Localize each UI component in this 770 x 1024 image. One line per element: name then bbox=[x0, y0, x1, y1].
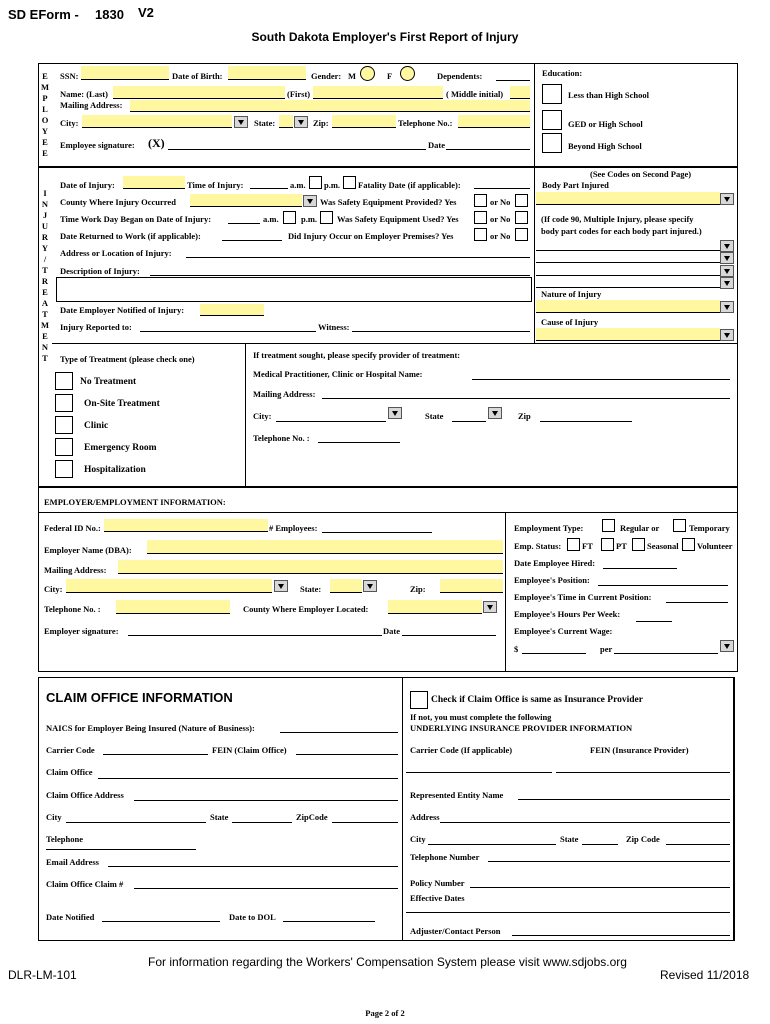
county-label: County Where Injury Occurred bbox=[60, 197, 176, 207]
emp-type-label: Employment Type: bbox=[514, 523, 584, 533]
treatment-zip-field[interactable] bbox=[540, 421, 632, 422]
emp-status-label: Emp. Status: bbox=[514, 541, 562, 551]
injury-pm-checkbox[interactable] bbox=[343, 176, 356, 189]
employer-mailing-label: Mailing Address: bbox=[44, 565, 107, 575]
safety-used-yes-checkbox[interactable] bbox=[474, 211, 487, 224]
injury-side-label: I N J U R Y / T R E A T M E N T bbox=[40, 188, 50, 363]
fein-label: Federal ID No.: bbox=[44, 523, 101, 533]
employer-sign-date-field[interactable] bbox=[402, 635, 496, 636]
last-name-field[interactable] bbox=[113, 86, 285, 99]
claim-email-field[interactable] bbox=[108, 866, 398, 867]
volunteer-checkbox[interactable] bbox=[682, 538, 695, 551]
carrier-code-field[interactable] bbox=[103, 754, 208, 755]
claim-city-field[interactable] bbox=[66, 822, 206, 823]
time-work-label: Time Work Day Began on Date of Injury: bbox=[60, 214, 212, 224]
employer-state-dropdown-icon[interactable] bbox=[363, 580, 377, 592]
dob-label: Date of Birth: bbox=[172, 71, 223, 81]
time-position-field[interactable] bbox=[666, 602, 728, 603]
date-notified-field[interactable] bbox=[102, 921, 220, 922]
location-field[interactable] bbox=[186, 257, 530, 258]
city-dropdown-icon[interactable] bbox=[234, 116, 248, 128]
claim-city-label: City bbox=[46, 812, 62, 822]
claim-number-label: Claim Office Claim # bbox=[46, 879, 124, 889]
time-work-field[interactable] bbox=[228, 223, 260, 224]
location-label: Address or Location of Injury: bbox=[60, 248, 172, 258]
employer-name-field[interactable] bbox=[147, 540, 503, 554]
witness-field[interactable] bbox=[352, 331, 530, 332]
treatment-mailing-label: Mailing Address: bbox=[253, 389, 316, 399]
policy-label: Policy Number bbox=[410, 878, 465, 888]
claim-fein-field[interactable] bbox=[296, 754, 398, 755]
ins-carrier-code-field[interactable] bbox=[406, 772, 552, 773]
page-title: South Dakota Employer's First Report of Injury bbox=[251, 30, 519, 44]
dependents-label: Dependents: bbox=[437, 71, 483, 81]
nature-field[interactable] bbox=[536, 300, 720, 313]
employer-heading: EMPLOYER/EMPLOYMENT INFORMATION: bbox=[44, 497, 226, 507]
ins-address-label: Address bbox=[410, 812, 440, 822]
claim-state-field[interactable] bbox=[232, 822, 292, 823]
city-label: City: bbox=[60, 118, 79, 128]
body-part-3-dropdown-icon[interactable] bbox=[720, 252, 734, 264]
date-notified-label: Date Notified bbox=[46, 912, 95, 922]
dob-field[interactable] bbox=[228, 66, 306, 80]
practitioner-label: Medical Practitioner, Clinic or Hospital Name: bbox=[253, 369, 423, 379]
employer-city-label: City: bbox=[44, 584, 63, 594]
middle-initial-field[interactable] bbox=[510, 86, 530, 99]
employee-signature-label: Employee signature: bbox=[60, 140, 135, 150]
claim-email-label: Email Address bbox=[46, 857, 99, 867]
policy-field[interactable] bbox=[470, 887, 730, 888]
ft-checkbox[interactable] bbox=[567, 538, 580, 551]
form-code: DLR-LM-101 bbox=[8, 968, 77, 982]
treatment-mailing-field[interactable] bbox=[322, 398, 730, 399]
claim-number-field[interactable] bbox=[134, 888, 398, 889]
cause-label: Cause of Injury bbox=[541, 317, 599, 327]
work-pm-checkbox[interactable] bbox=[320, 211, 333, 224]
adjuster-label: Adjuster/Contact Person bbox=[410, 926, 501, 936]
premises-yes-checkbox[interactable] bbox=[474, 228, 487, 241]
ins-zip-field[interactable] bbox=[666, 844, 730, 845]
employer-mailing-field[interactable] bbox=[118, 560, 503, 574]
premises-no-checkbox[interactable] bbox=[515, 228, 528, 241]
treatment-er-checkbox[interactable] bbox=[55, 438, 73, 456]
reported-label: Injury Reported to: bbox=[60, 322, 132, 332]
claim-office-address-field[interactable] bbox=[134, 800, 398, 801]
notified-label: Date Employer Notified of Injury: bbox=[60, 305, 185, 315]
employer-county-field[interactable] bbox=[388, 600, 482, 614]
temporary-checkbox[interactable] bbox=[673, 519, 686, 532]
gender-label: Gender: bbox=[311, 71, 342, 81]
nature-dropdown-icon[interactable] bbox=[720, 301, 734, 313]
body-part-dropdown-icon[interactable] bbox=[720, 193, 734, 205]
position-field[interactable] bbox=[598, 585, 728, 586]
edu-ged-checkbox[interactable] bbox=[542, 110, 562, 130]
county-dropdown-icon[interactable] bbox=[303, 195, 317, 207]
employer-name-label: Employer Name (DBA): bbox=[44, 545, 132, 555]
hours-field[interactable] bbox=[636, 621, 672, 622]
ins-city-label: City bbox=[410, 834, 426, 844]
gender-m-radio[interactable] bbox=[360, 66, 375, 81]
practitioner-field[interactable] bbox=[472, 379, 730, 380]
body-part-5-dropdown-icon[interactable] bbox=[720, 277, 734, 289]
fein-field[interactable] bbox=[104, 519, 268, 532]
injury-time-field[interactable] bbox=[250, 188, 288, 189]
treatment-city-label: City: bbox=[253, 411, 272, 421]
phone-field[interactable] bbox=[458, 115, 530, 128]
ins-address-field[interactable] bbox=[440, 822, 730, 823]
revised-date: Revised 11/2018 bbox=[660, 968, 750, 982]
returned-field[interactable] bbox=[222, 240, 282, 241]
last-name-label: Name: (Last) bbox=[60, 89, 108, 99]
treatment-sought-label: If treatment sought, please specify provider of treatment: bbox=[253, 350, 461, 360]
description-box[interactable] bbox=[56, 277, 532, 302]
safety-used-no-checkbox[interactable] bbox=[515, 211, 528, 224]
treatment-clinic-checkbox[interactable] bbox=[55, 416, 73, 434]
ssn-field[interactable] bbox=[81, 66, 169, 80]
description-field[interactable] bbox=[150, 275, 530, 276]
naics-label: NAICS for Employer Being Insured (Nature of Business): bbox=[46, 723, 255, 733]
body-part-label: Body Part Injured bbox=[542, 180, 609, 190]
effective-field[interactable] bbox=[406, 912, 730, 913]
claim-office-field[interactable] bbox=[98, 778, 398, 779]
ins-state-field[interactable] bbox=[582, 844, 618, 845]
claim-office-section bbox=[38, 677, 403, 941]
employee-side-label: E M P L O Y E E bbox=[40, 71, 50, 158]
carrier-if-label: Carrier Code (If applicable) bbox=[410, 745, 513, 755]
mailing-field[interactable] bbox=[130, 100, 530, 112]
treatment-city-dropdown-icon[interactable] bbox=[388, 407, 402, 419]
treatment-city-field[interactable] bbox=[276, 421, 386, 422]
edu-beyond-hs-checkbox[interactable] bbox=[542, 133, 562, 153]
city-field[interactable] bbox=[82, 115, 232, 128]
body-part-2-dropdown-icon[interactable] bbox=[720, 240, 734, 252]
description-label: Description of Injury: bbox=[60, 266, 140, 276]
state-field[interactable] bbox=[279, 115, 293, 128]
codes-note: (See Codes on Second Page) bbox=[590, 169, 692, 179]
form-version: V2 bbox=[138, 5, 154, 20]
claim-office-address-label: Claim Office Address bbox=[46, 790, 124, 800]
employer-state-field[interactable] bbox=[330, 579, 362, 593]
employer-phone-label: Telephone No. : bbox=[44, 604, 101, 614]
same-as-insurance-checkbox[interactable] bbox=[410, 691, 428, 709]
employer-signature-field[interactable] bbox=[128, 635, 382, 636]
cause-dropdown-icon[interactable] bbox=[720, 329, 734, 341]
gender-f-radio[interactable] bbox=[400, 66, 415, 81]
wage-per-dropdown-icon[interactable] bbox=[720, 640, 734, 652]
treatment-type-label: Type of Treatment (please check one) bbox=[60, 354, 195, 364]
regular-checkbox[interactable] bbox=[602, 519, 615, 532]
fatality-date-field[interactable] bbox=[474, 188, 530, 189]
nature-label: Nature of Injury bbox=[541, 289, 602, 299]
ins-city-field[interactable] bbox=[428, 844, 556, 845]
dependents-field[interactable] bbox=[496, 80, 530, 81]
notified-field[interactable] bbox=[200, 304, 264, 316]
edu-less-hs-checkbox[interactable] bbox=[542, 84, 562, 104]
employees-field[interactable] bbox=[322, 532, 432, 533]
ssn-label: SSN: bbox=[60, 71, 79, 81]
reported-field[interactable] bbox=[140, 331, 316, 332]
page-number: Page 2 of 2 bbox=[365, 1008, 405, 1018]
cause-field[interactable] bbox=[536, 328, 720, 341]
ins-phone-field[interactable] bbox=[488, 861, 730, 862]
treatment-hospital-checkbox[interactable] bbox=[55, 460, 73, 478]
date-dol-field[interactable] bbox=[283, 921, 375, 922]
claim-phone-field[interactable] bbox=[46, 849, 196, 850]
employer-county-dropdown-icon[interactable] bbox=[483, 601, 497, 613]
state-dropdown-icon[interactable] bbox=[294, 116, 308, 128]
employer-city-dropdown-icon[interactable] bbox=[274, 580, 288, 592]
county-field[interactable] bbox=[190, 194, 302, 207]
claim-office-label: Claim Office bbox=[46, 767, 93, 777]
injury-am-checkbox[interactable] bbox=[309, 176, 322, 189]
hours-label: Employee's Hours Per Week: bbox=[514, 609, 621, 619]
employee-signature-field[interactable] bbox=[168, 149, 426, 150]
employer-phone-field[interactable] bbox=[116, 600, 230, 614]
first-name-field[interactable] bbox=[313, 86, 443, 99]
injury-date-label: Date of Injury: bbox=[60, 180, 115, 190]
safety-provided-yes-checkbox[interactable] bbox=[474, 194, 487, 207]
hired-label: Date Employee Hired: bbox=[514, 558, 596, 568]
returned-label: Date Returned to Work (if applicable): bbox=[60, 231, 201, 241]
treatment-none-checkbox[interactable] bbox=[55, 372, 73, 390]
treatment-onsite-checkbox[interactable] bbox=[55, 394, 73, 412]
treatment-state-dropdown-icon[interactable] bbox=[488, 407, 502, 419]
injury-date-field[interactable] bbox=[123, 176, 185, 189]
seasonal-checkbox[interactable] bbox=[632, 538, 645, 551]
carrier-code-label: Carrier Code bbox=[46, 745, 95, 755]
employee-sign-date-field[interactable] bbox=[446, 149, 530, 150]
claim-office-heading: CLAIM OFFICE INFORMATION bbox=[46, 690, 233, 705]
naics-field[interactable] bbox=[280, 732, 398, 733]
work-am-checkbox[interactable] bbox=[283, 211, 296, 224]
education-label: Education: bbox=[542, 68, 583, 78]
form-number: 1830 bbox=[95, 7, 124, 22]
treatment-state-field[interactable] bbox=[452, 421, 486, 422]
claim-zip-field[interactable] bbox=[332, 822, 398, 823]
position-label: Employee's Position: bbox=[514, 575, 590, 585]
form-id: SD EForm - bbox=[8, 7, 79, 22]
wage-per-field[interactable] bbox=[614, 653, 718, 654]
body-part-field[interactable] bbox=[536, 192, 720, 205]
ins-phone-label: Telephone Number bbox=[410, 852, 480, 862]
treatment-phone-field[interactable] bbox=[318, 442, 400, 443]
ins-fein-field[interactable] bbox=[556, 772, 730, 773]
adjuster-field[interactable] bbox=[512, 935, 730, 936]
footer-info: For information regarding the Workers' Compensation System please visit www.sdjobs.org bbox=[148, 955, 627, 969]
body-part-4-dropdown-icon[interactable] bbox=[720, 265, 734, 277]
entity-label: Represented Entity Name bbox=[410, 790, 504, 800]
hired-field[interactable] bbox=[603, 568, 677, 569]
entity-field[interactable] bbox=[518, 799, 730, 800]
effective-label: Effective Dates bbox=[410, 893, 465, 903]
employer-zip-field[interactable] bbox=[440, 579, 503, 593]
safety-provided-no-checkbox[interactable] bbox=[515, 194, 528, 207]
wage-label: Employee's Current Wage: bbox=[514, 626, 613, 636]
employer-signature-label: Employer signature: bbox=[44, 626, 119, 636]
treatment-phone-label: Telephone No. : bbox=[253, 433, 310, 443]
wage-field[interactable] bbox=[522, 653, 586, 654]
employer-city-field[interactable] bbox=[66, 579, 272, 593]
zip-field[interactable] bbox=[332, 115, 396, 128]
pt-checkbox[interactable] bbox=[601, 538, 614, 551]
time-position-label: Employee's Time in Current Position: bbox=[514, 592, 652, 602]
claim-phone-label: Telephone bbox=[46, 834, 84, 844]
mailing-label: Mailing Address: bbox=[60, 100, 123, 110]
